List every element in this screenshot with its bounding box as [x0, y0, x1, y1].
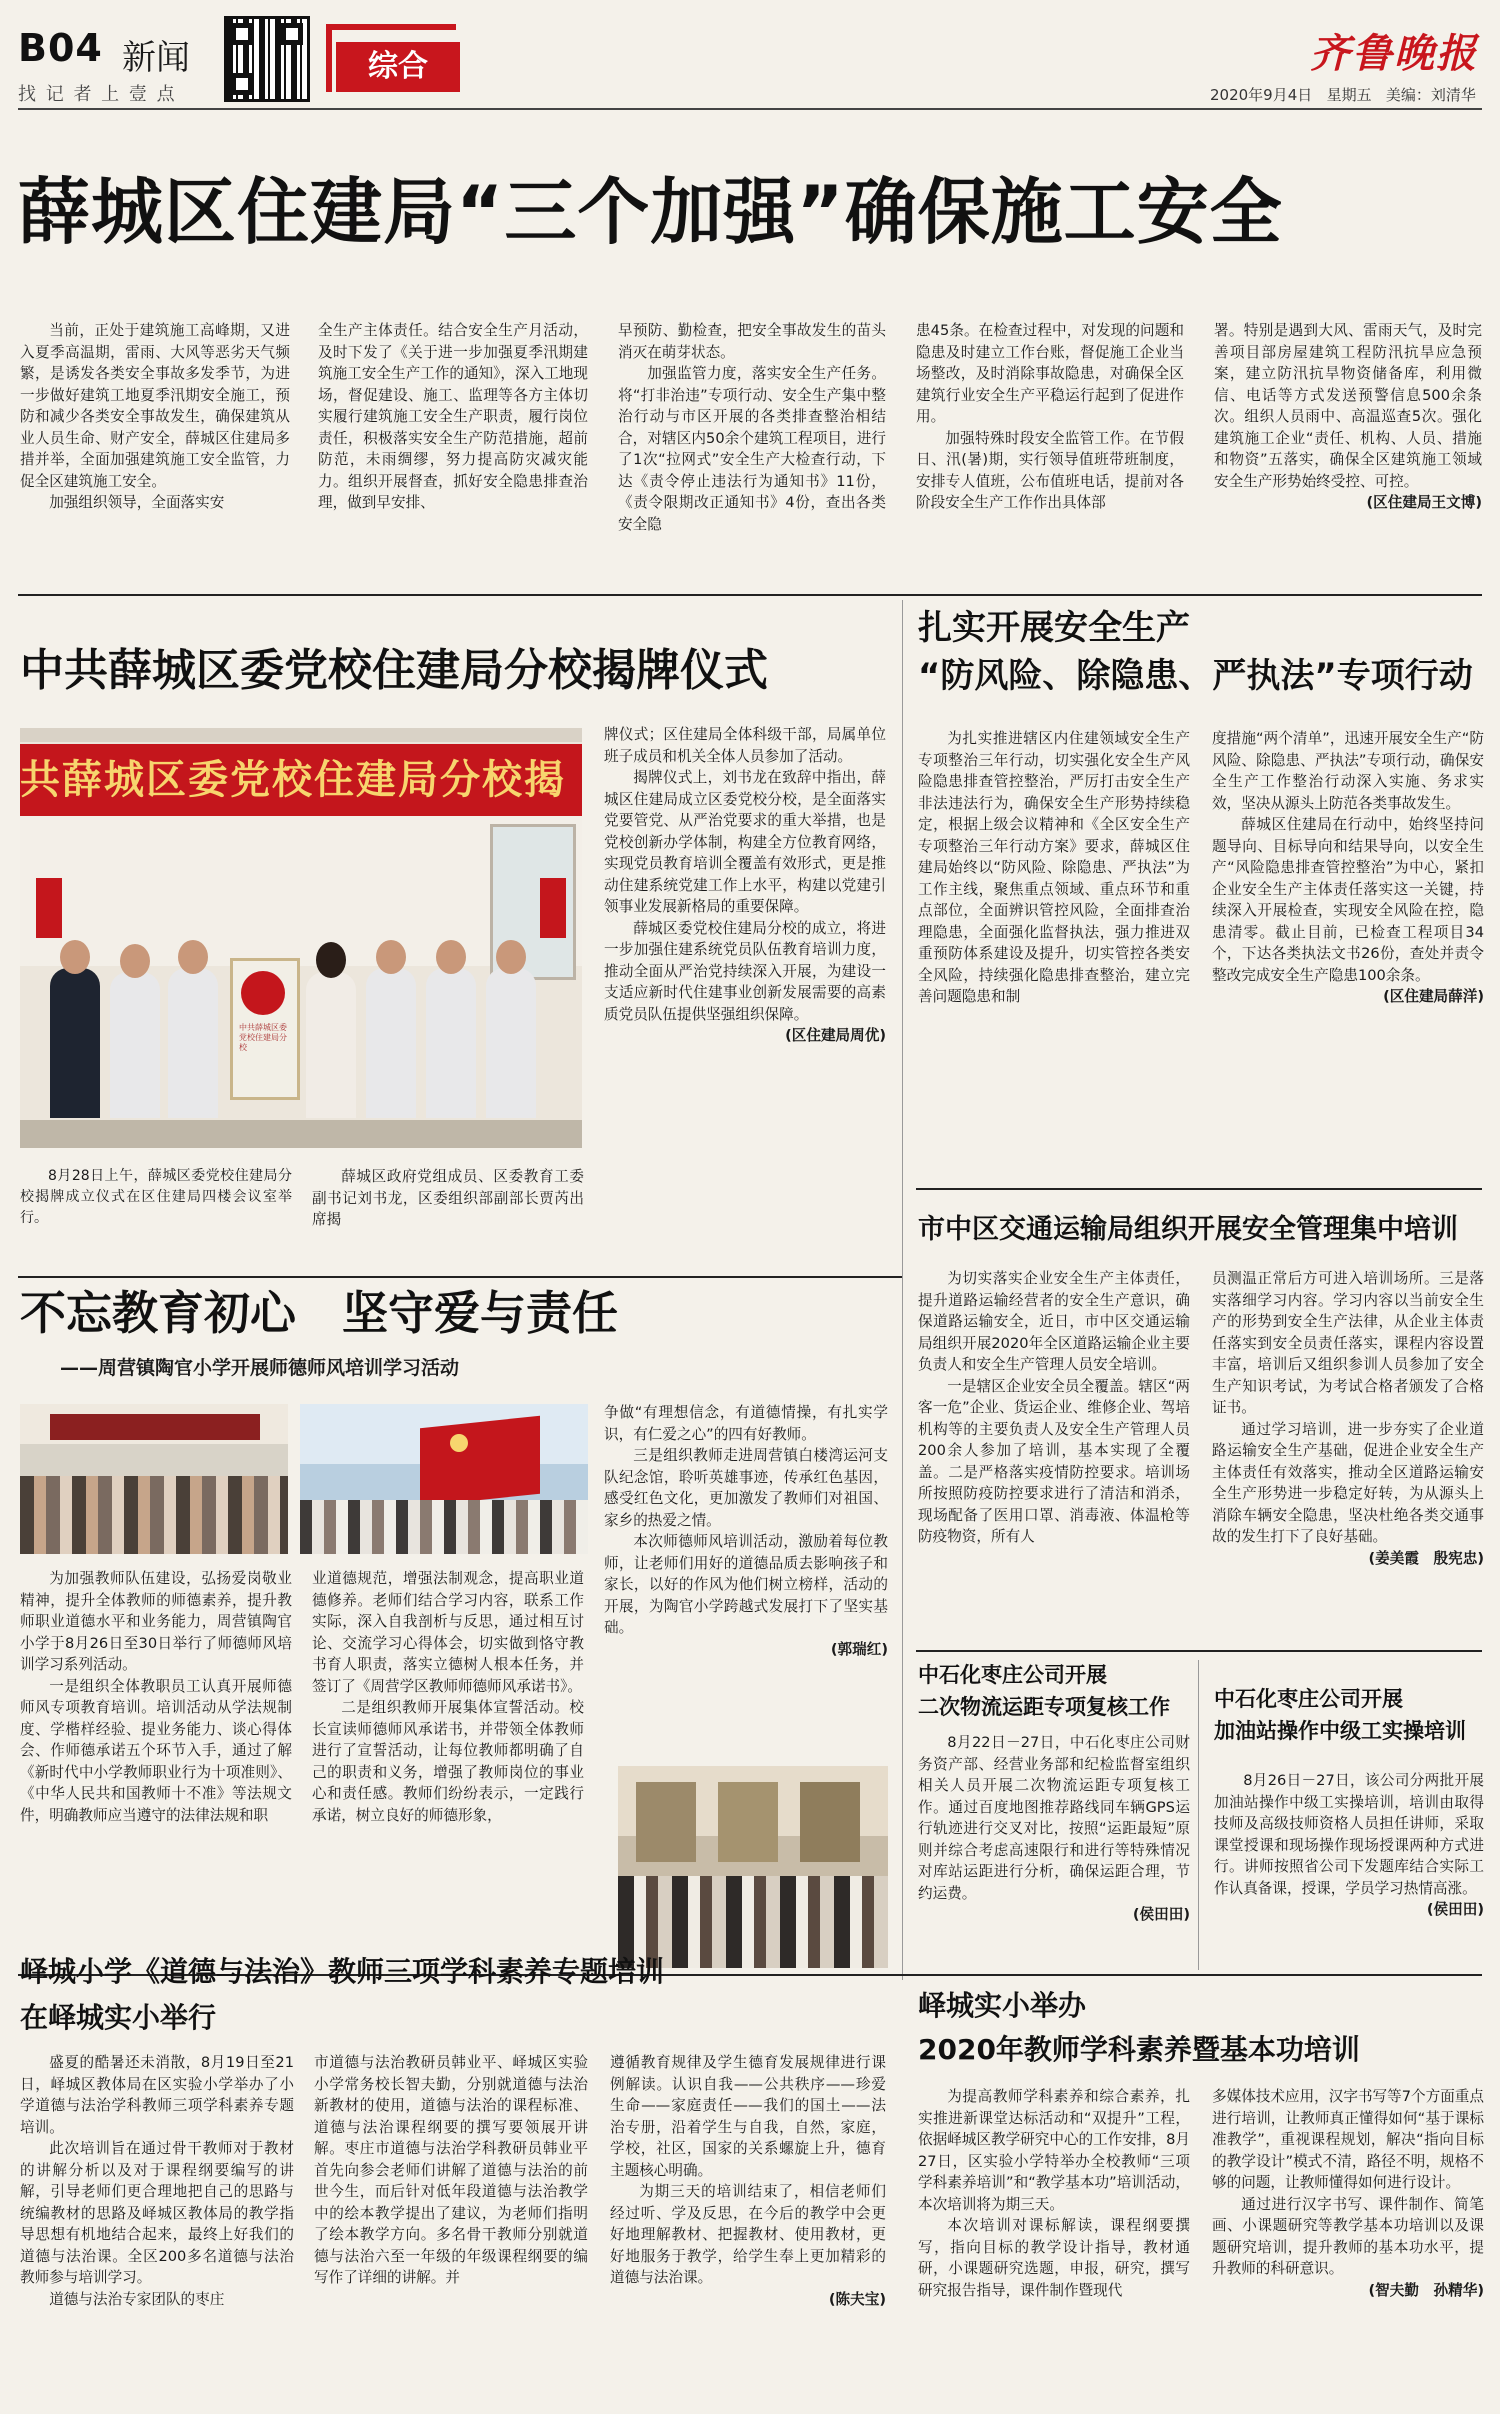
training-photo-2 — [300, 1404, 588, 1554]
editor-text: 美编：刘清华 — [1385, 86, 1476, 104]
training-photo-1 — [20, 1404, 288, 1554]
paragraph: 员测温正常后方可进入培训场所。三是落实落细学习内容。学习内容以当前安全生产的形势到安全生产法律，从企业主体责任落实到安全员责任落实，课程内容设置丰富，培训后又组织参训人员参加了安全生产知识考试，为考试合格者颁发了合格证书。 — [1212, 1270, 1484, 1416]
article-4-subhead: ——周营镇陶官小学开展师德师风培训学习活动 — [60, 1357, 460, 1379]
paragraph: 通过学习培训，进一步夯实了企业道路运输安全生产基础，促进企业安全生产主体责任有效落实，推动全区道路运输安全生产形势进一步稳定好转，为从源头上消除车辆安全隐患，坚决杜绝各类交通事故的发生打下了良好基础。 — [1212, 1420, 1484, 1545]
article-4-headline: 不忘教育初心 坚守爱与责任 — [20, 1286, 618, 1340]
masthead-rule — [18, 108, 1482, 110]
paragraph: 牌仪式；区住建局全体科级干部，局属单位班子成员和机关全体人员参加了活动。 — [604, 726, 886, 765]
article-3-col-1 — [918, 728, 1190, 1180]
paragraph: 薛城区住建局在行动中，始终坚持问题导向、目标导向和结果导向，以安全生产“风险隐患排查管控整治”为中心，紧扣企业安全生产主体责任落实这一关键，持续深入开展检查，实现安全风险在控，隐患清零。截止目前，已检查工程项目34个，下达各类执法文书26份，查处并责令整改完成安全生产隐患100余条。 — [1212, 816, 1484, 984]
section-tag-label: 综合 — [336, 42, 460, 92]
plaque — [230, 958, 300, 1100]
column-divider — [1198, 1660, 1199, 1970]
byline: (区住建局薛洋) — [1383, 988, 1484, 1005]
paragraph: 早预防、勤检查，把安全事故发生的苗头消灭在萌芽状态。 — [618, 322, 886, 361]
article-9-col-1 — [918, 2086, 1190, 2404]
divider — [18, 594, 1482, 596]
museum-photo — [618, 1766, 888, 1968]
paragraph: 一是辖区企业安全员全覆盖。辖区“两客一危”企业、货运企业、维修企业、驾培机构等的主要负责人及安全生产管理人员200余人参加了培训，基本实现了全覆盖。二是严格落实疫情防控要求。培训场所按照防疫防控要求进行了清洁和消杀，现场配备了医用口罩、消毒液、体温枪等防疫物资，所有人 — [918, 1377, 1190, 1545]
paragraph: 本次师德师风培训活动，激励着每位教师，让老师们用好的道德品质去影响孩子和家长，以好的作风为他们树立榜样，活动的开展，为陶官小学跨越式发展打下了坚实基础。 — [604, 1533, 888, 1636]
article-1-col-3 — [618, 320, 886, 582]
paragraph: 遵循教育规律及学生德育发展规律进行课例解读。认识自我——公共秩序——珍爱生命——家庭责任——我们的国土——法治专册，沿着学生与自我，自然，家庭，学校，社区，国家的关系螺旋上升，德育主题核心明确。 — [610, 2054, 886, 2179]
paragraph: 本次培训对课标解读，课程纲要撰写，指向目标的教学设计指导，教材通研，小课题研究选题，申报，研究，撰写研究报告指导，课件制作暨现代 — [918, 2217, 1190, 2299]
divider — [916, 1188, 1482, 1190]
byline: (侯田田) — [1426, 1901, 1484, 1918]
paragraph: 加强监管力度，落实安全生产任务。将“打非治违”专项行动、安全生产集中整治行动与市区开展的各类排查整治相结合，对辖区内50余个建筑工程项目，进行了1次“拉网式”安全生产大检查行动，下达《责令停止违法行为通知书》11份，《责令限期改正通知书》4份，查出各类安全隐 — [618, 365, 886, 533]
paragraph: 加强特殊时段安全监管工作。在节假日、汛(暑)期，实行领导值班带班制度，安排专人值班，公布值班电话，提前对各阶段安全生产工作作出具体部 — [916, 429, 1184, 511]
paragraph: 盛夏的酷暑还未消散，8月19日至21日，峄城区教体局在区实验小学举办了小学道德与法治学科教师三项学科素养专题培训。 — [20, 2054, 294, 2136]
paragraph: 三是组织教师走进周营镇白楼湾运河支队纪念馆，聆听英雄事迹，传承红色基因，感受红色文化，更加激发了教师们对祖国、家乡的热爱之情。 — [604, 1447, 888, 1529]
section-name: 新闻 — [122, 38, 190, 78]
paragraph: 度措施“两个清单”，迅速开展安全生产“防风险、除隐患、严执法”专项行动，确保安全生产工作整治行动深入实施、务求实效，坚决从源头上防范各类事故发生。 — [1212, 730, 1484, 812]
hotline-label: 找 记 者 上 壹 点 — [18, 84, 177, 105]
paragraph: 此次培训旨在通过骨干教师对于教材的讲解分析以及对于课程纲要编写的讲解，引导老师们更合理地把自己的思路与统编教材的思路及峄城区教体局的教学指导思想有机地结合起来，最终上好我们的道德与法治课。全区200多名道德与法治教师参与培训学习。 — [20, 2140, 294, 2286]
ceremony-photo — [20, 728, 582, 1148]
article-1-headline: 薛城区住建局“三个加强”确保施工安全 — [18, 170, 1283, 254]
article-6-headline-line-2: 二次物流运距专项复核工作 — [918, 1695, 1170, 1719]
page-number: B04 — [18, 26, 103, 70]
paragraph: 8月26日－27日，该公司分两批开展加油站操作中级工实操培训，培训由取得技师及高级技师资格人员担任讲师，采取课堂授课和现场操作现场授课两种方式进行。讲师按照省公司下发题库结合实际工作认真备课，授课，学员学习热情高涨。 — [1214, 1772, 1484, 1897]
divider — [916, 1650, 1482, 1652]
article-1-col-2 — [318, 320, 588, 582]
divider — [18, 1276, 902, 1278]
article-3-headline-line-2: “防风险、除隐患、严执法”专项行动 — [918, 656, 1473, 696]
section-tag — [326, 24, 456, 92]
byline: (郭瑞红) — [830, 1640, 888, 1658]
byline: (区住建局周优) — [785, 1027, 886, 1044]
paragraph: 全生产主体责任。结合安全生产月活动，及时下发了《关于进一步加强夏季汛期建筑施工安全生产工作的通知》，深入工地现场，督促建设、施工、监理等各方主体切实履行建筑施工安全生产职责，履行岗位责任，积极落实安全生产防范措施，超前防范，未雨绸缪，努力提高防灾减灾能力。组织开展督查，抓好安全隐患排查治理，做到早安排、 — [318, 322, 588, 511]
paragraph: 揭牌仪式上，刘书龙在致辞中指出，薛城区住建局成立区委党校分校，是全面落实党要管党、从严治党要求的重大举措，也是党校创新办学体制，构建全方位教育网络，实现党员教育培训全覆盖有效形式，更是推动住建系统党建工作上水平，构建以党建引领事业发展新格局的重要保障。 — [604, 769, 886, 915]
paragraph: 道德与法治专家团队的枣庄 — [49, 2290, 225, 2308]
article-1-col-5 — [1214, 320, 1482, 582]
column-divider — [902, 600, 903, 1980]
paragraph: 患45条。在检查过程中，对发现的问题和隐患及时建立工作台账，督促施工企业当场整改，及时消除事故隐患，对确保全区建筑行业安全生产平稳运行起到了促进作用。 — [916, 322, 1184, 425]
paragraph: 为扎实推进辖区内住建领域安全生产专项整治三年行动，切实强化安全生产风险隐患排查管控整治，严厉打击安全生产非法违法行为，确保安全生产形势持续稳定，根据上级会议精神和《全区安全生产专项整治三年行动方案》要求，薛城区住建局始终以“防风险、除隐患、严执法”为工作主线，聚焦重点领域、重点环节和重点部位，全面辨识管控风险，全面排查治理隐患，全面强化监督执法，强力推进双重预防体系建设及提升，切实管控各类安全风险，持续强化隐患排查整治，建立完善问题隐患和制 — [918, 730, 1190, 1005]
article-2-col-mid — [312, 1166, 584, 1266]
article-1-col-1 — [20, 320, 290, 582]
byline: (侯田田) — [1132, 1906, 1190, 1923]
article-5-col-2 — [1212, 1268, 1484, 1640]
caption-text: 8月28日上午，薛城区委党校住建局分校揭牌成立仪式在区住建局四楼会议室举行。 — [20, 1168, 292, 1226]
paragraph: 为加强教师队伍建设，弘扬爱岗敬业精神，提升全体教师的师德素养，提升教师职业道德水平和业务能力，周营镇陶官小学于8月26日至30日举行了师德师风培训学习系列活动。 — [20, 1570, 292, 1673]
article-4-col-3 — [604, 1402, 888, 1758]
article-8-headline-line-1: 峄城小学《道德与法治》教师三项学科素养专题培训 — [20, 1955, 665, 1988]
paragraph: 业道德规范，增强法制观念，提高职业道德修养。老师们结合学习内容，联系工作实际，深入自我剖析与反思，通过相互讨论、交流学习心得体会，切实做到恪守教书育人职责，落实立德树人根本任务，并签订了《周营学区教师师德师风承诺书》。 — [312, 1570, 584, 1695]
article-7-headline-line-2: 加油站操作中级工实操培训 — [1214, 1719, 1466, 1743]
byline: (智夫勤 孙精华) — [1368, 2281, 1484, 2299]
issue-date — [1210, 84, 1476, 105]
paragraph: 为切实落实企业安全生产主体责任，提升道路运输经营者的安全生产意识，确保道路运输安全，近日，市中区交通运输局组织开展2020年全区道路运输企业主要负责人和安全生产管理人员安全培训。 — [918, 1270, 1190, 1373]
article-8-col-3 — [610, 2052, 886, 2404]
people-group — [50, 928, 560, 1128]
article-8-col-1 — [20, 2052, 294, 2404]
article-9-headline-line-2: 2020年教师学科素养暨基本功培训 — [918, 2033, 1360, 2066]
paragraph: 8月22日－27日，中石化枣庄公司财务资产部、经营业务部和纪检监督室组织相关人员开展二次物流运距专项复核工作。通过百度地图推荐路线同车辆GPS运行轨迹进行交叉对比，按照“运距最短”原则并综合考虑高速限行和进行等特殊情况对库站运距进行分析，确保运距合理，节约运费。 — [918, 1734, 1190, 1902]
article-6-headline-line-1: 中石化枣庄公司开展 — [918, 1663, 1107, 1687]
paragraph: 多媒体技术应用，汉字书写等7个方面重点进行培训，让教师真正懂得如何“基于课标准教学”，重视课程规划，解决“指向目标的教学设计”模式不清，路径不明，规格不够的问题，让教师懂得如何进行设计。 — [1212, 2088, 1484, 2191]
article-5-col-1 — [918, 1268, 1190, 1640]
paragraph: 一是组织全体教职员工认真开展师德师风专项教育培训。培训活动从学法规制度、学楷样经验、提业务能力、谈心得体会、作师德承诺五个环节入手，通过了解《新时代中小学教师职业行为十项准则》、《中华人民共和国教师十不准》等法规文件，明确教师应当遵守的法律法规和职 — [20, 1677, 292, 1824]
article-8-headline-line-2: 在峄城实小举行 — [20, 2001, 217, 2034]
article-2-headline: 中共薛城区委党校住建局分校揭牌仪式 — [20, 645, 768, 696]
paragraph: 二是组织教师开展集体宣誓活动。校长宣读师德师风承诺书，并带领全体教师进行了宣誓活动，让每位教师都明确了自己的职责和义务，增强了教师岗位的事业心和责任感。教师们纷纷表示，一定践行承诺，树立良好的师德形象， — [312, 1699, 584, 1824]
article-2-col-right — [604, 724, 886, 1272]
paragraph: 市道德与法治教研员韩业平、峄城区实验小学常务校长智夫勤，分别就道德与法治新教材的使用，道德与法治的课程标准、道德与法治课程纲要的撰写要领展开讲解。枣庄市道德与法治学科教研员韩业平首先向参会老师们讲解了道德与法治的前世今生，而后针对低年段道德与法治教学中的绘本教学提出了建议，为老师们指明了绘本教学方向。多名骨干教师分别就道德与法治六至一年级的年级课程纲要的编写作了详细的讲解。并 — [314, 2054, 588, 2286]
paragraph: 争做“有理想信念，有道德情操，有扎实学识，有仁爱之心”的四有好教师。 — [604, 1404, 888, 1443]
article-4-col-2 — [312, 1568, 584, 1954]
masthead — [0, 0, 1500, 112]
article-9-col-2 — [1212, 2086, 1484, 2404]
byline: (区住建局王文博) — [1366, 494, 1482, 511]
article-3-headline-line-1: 扎实开展安全生产 — [918, 608, 1190, 648]
paragraph: 薛城区政府党组成员、区委教育工委副书记刘书龙，区委组织部副部长贾芮出席揭 — [312, 1168, 584, 1228]
article-9-headline-line-1: 峄城实小举办 — [918, 1989, 1087, 2022]
qr-code-icon — [224, 16, 310, 102]
article-4-col-1 — [20, 1568, 292, 1954]
article-8-col-2 — [314, 2052, 588, 2404]
paragraph: 当前，正处于建筑施工高峰期，又进入夏季高温期，雷雨、大风等恶劣天气频繁，是诱发各类安全事故多发季节，为进一步做好建筑工地夏季汛期安全施工，预防和减少各类安全事故发生，确保建筑从业人员生命、财产安全，薛城区住建局多措并举，全面加强建筑施工安全监管，力促全区建筑施工安全。 — [20, 322, 290, 490]
article-7-body — [1214, 1770, 1484, 1960]
paragraph: 通过进行汉字书写、课件制作、简笔画、小课题研究等教学基本功培训以及课题研究培训，提升教师的基本功水平，提升教师的科研意识。 — [1212, 2195, 1484, 2277]
paragraph: 薛城区委党校住建局分校的成立，将进一步加强住建系统党员队伍教育培训力度，推动全面从严治党持续深入开展，为建设一支适应新时代住建事业创新发展需要的高素质党员队伍提供坚强组织保障。 — [604, 919, 886, 1023]
photo-caption — [20, 1166, 292, 1266]
article-5-headline: 市中区交通运输局组织开展安全管理集中培训 — [918, 1214, 1458, 1245]
article-7-headline-line-1: 中石化枣庄公司开展 — [1214, 1687, 1403, 1711]
article-1-col-4 — [916, 320, 1184, 582]
plaque-text: 中共薛城区委党校住建局分校 — [239, 1023, 287, 1052]
paragraph: 加强组织领导，全面落实安 — [49, 494, 225, 511]
byline: (陈夫宝) — [828, 2290, 886, 2308]
weekday-text: 星期五 — [1326, 86, 1372, 104]
paragraph: 为期三天的培训结束了，相信老师们经过听、学及反思，在今后的教学中会更好地理解教材、把握教材、使用教材，更好地服务于教学，给学生奉上更加精彩的道德与法治课。 — [610, 2183, 886, 2286]
brand-logo: 齐鲁晚报 — [1310, 30, 1478, 77]
paragraph: 署。特别是遇到大风、雷雨天气，及时完善项目部房屋建筑工程防汛抗旱应急预案，建立防汛抗旱物资储备库，利用微信、电话等方式发送预警信息500余条次。组织人员雨中、高温巡查5次。强化建筑施工企业“责任、机构、人员、措施和物资”五落实，确保全区建筑施工领域安全生产形势始终受控、可控。 — [1214, 322, 1482, 490]
article-3-col-2 — [1212, 728, 1484, 1180]
byline: (姜美霞 殷宪忠) — [1368, 1549, 1484, 1567]
paragraph: 为提高教师学科素养和综合素养，扎实推进新课堂达标活动和“双提升”工程，依据峄城区教学研究中心的工作安排，8月27日，区实验小学特举办全校教师“三项学科素养培训”和“教学基本功”培训活动，本次培训将为期三天。 — [918, 2088, 1190, 2213]
date-text: 2020年9月4日 — [1210, 86, 1313, 104]
article-6-body — [918, 1732, 1190, 1962]
red-banner: 共薛城区委党校住建局分校揭 — [20, 744, 582, 816]
